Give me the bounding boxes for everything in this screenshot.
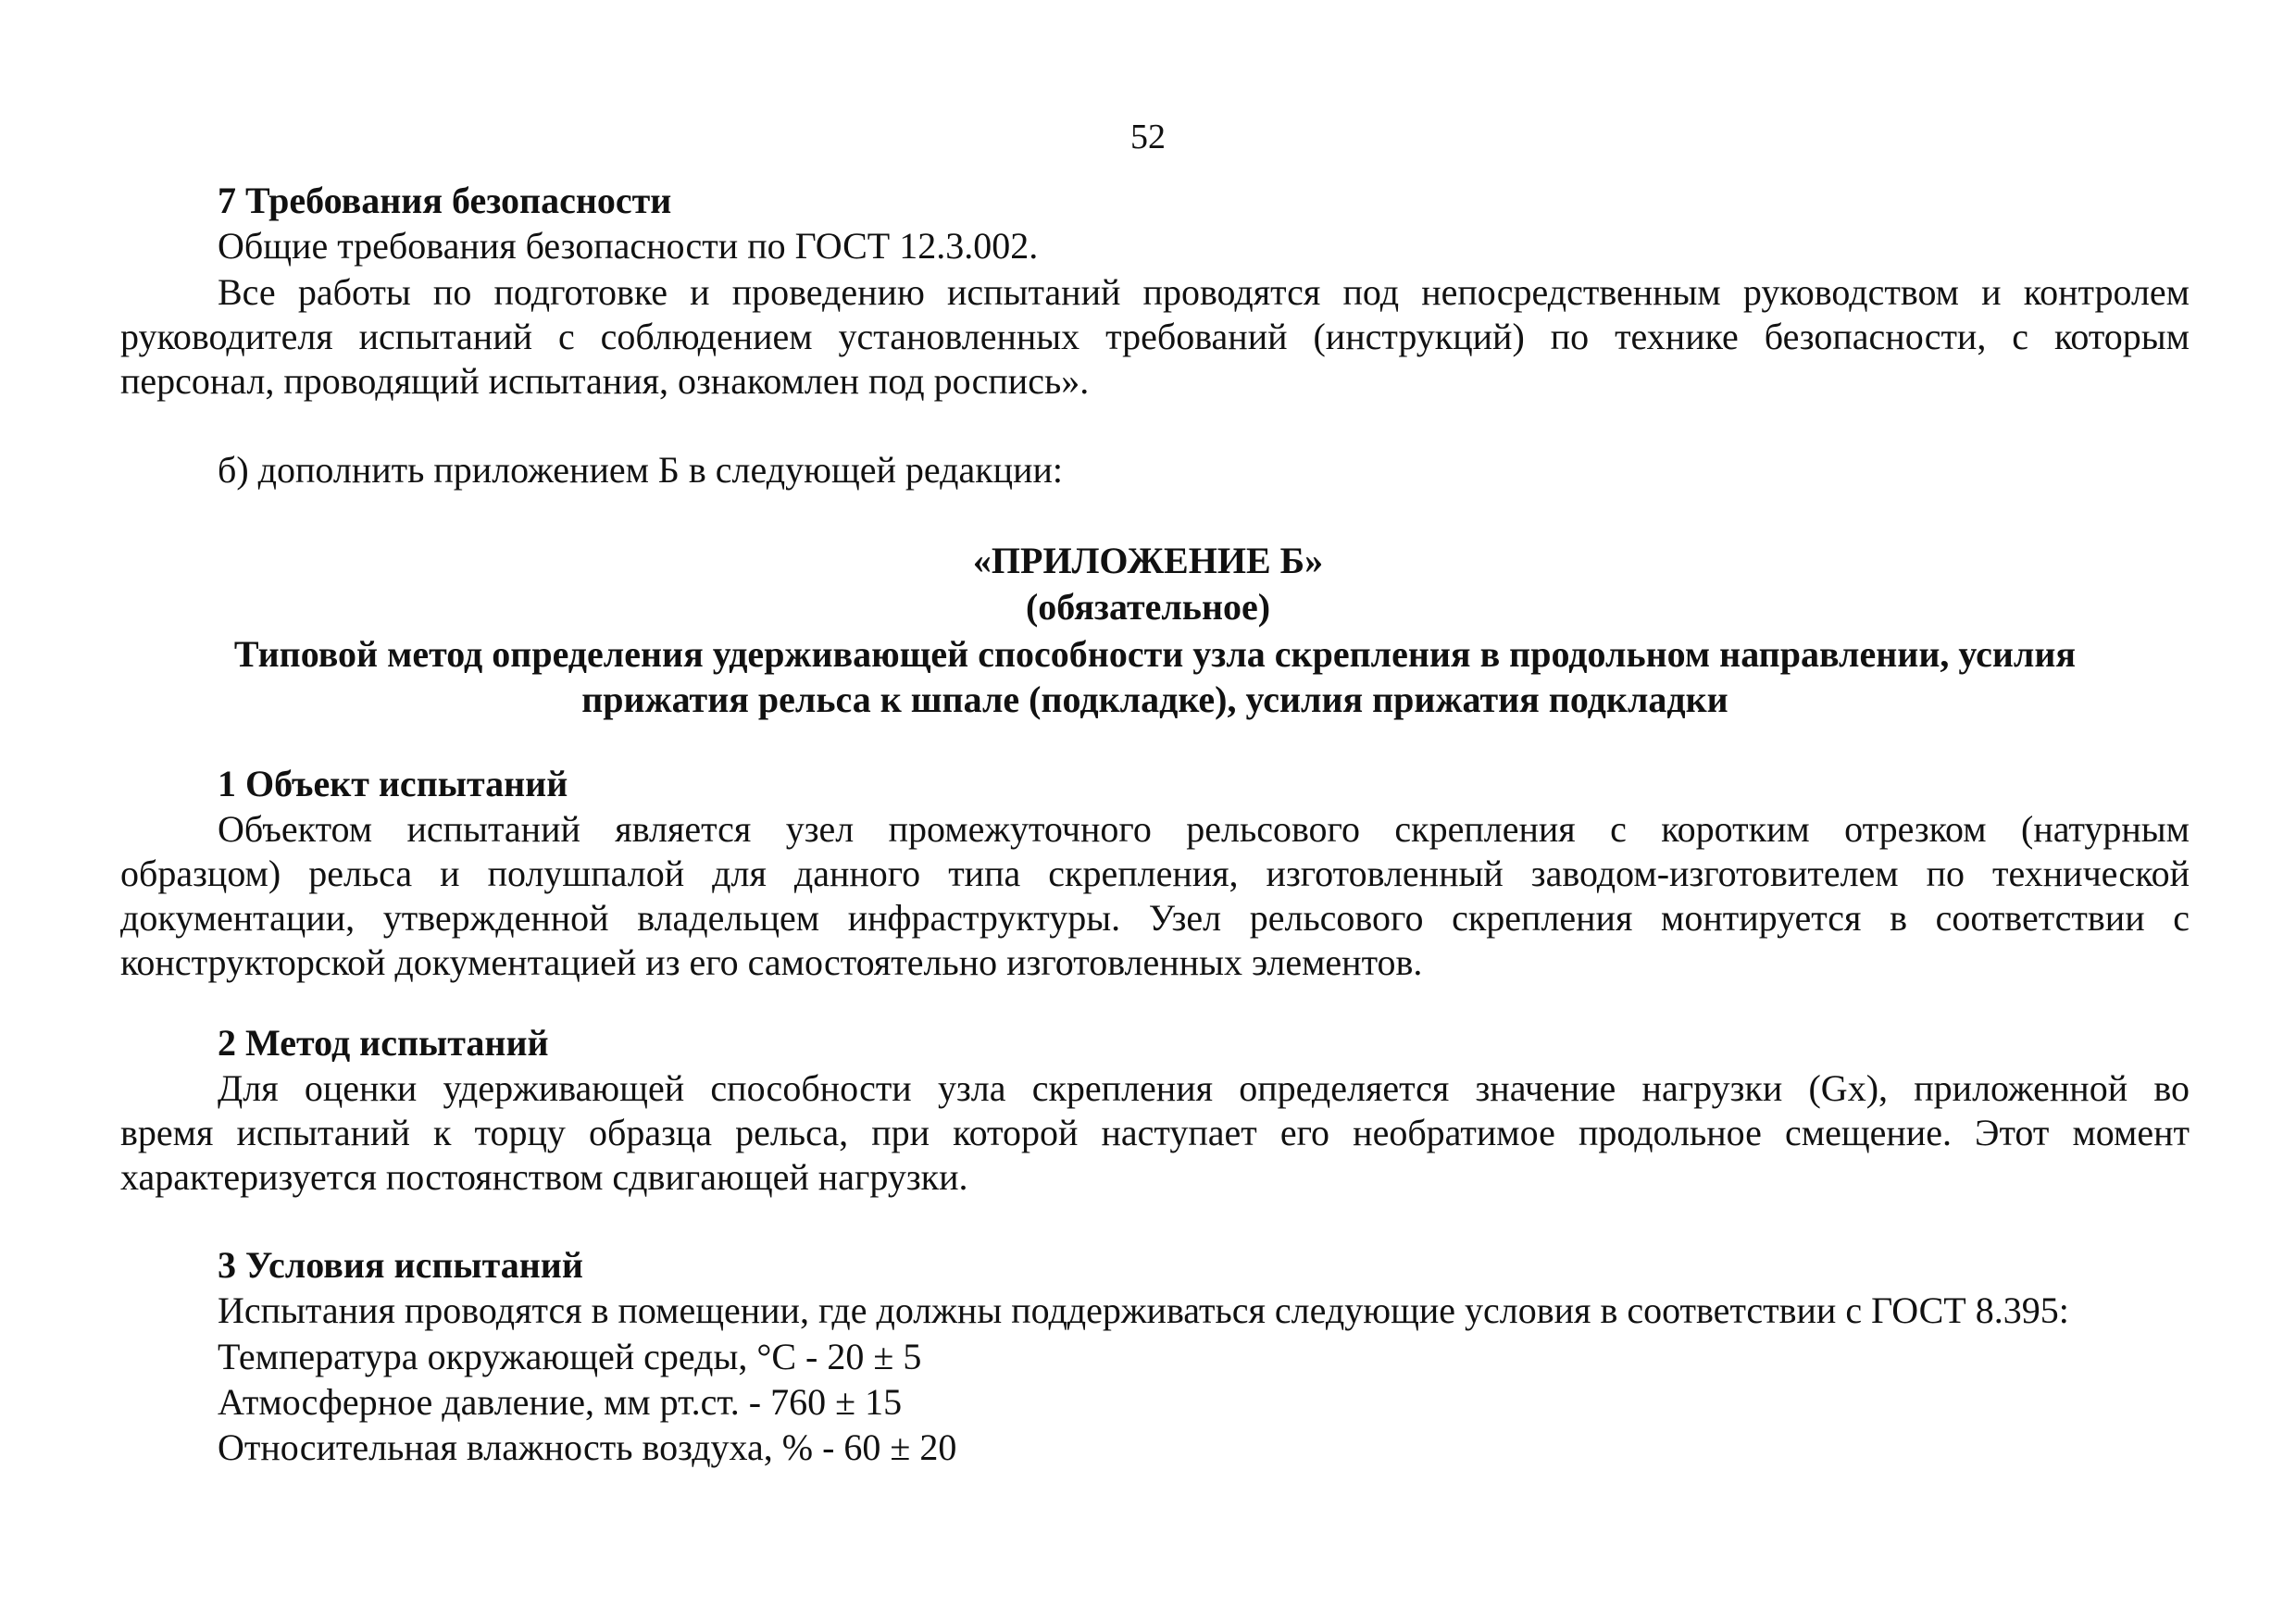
section-1-line-1: Объектом испытаний является узел промежуточного рельсового скрепления с коротким отрезком (натурным <box>218 808 2190 850</box>
section-7-para-2-line-3: персонал, проводящий испытания, ознакомлен под роспись». <box>120 360 1090 402</box>
section-7-para-2-line-2: руководителя испытаний с соблюдением установленных требований (инструкций) по технике безопасности, с которым <box>120 316 2190 357</box>
section-2-heading: 2 Метод испытаний <box>218 1022 549 1064</box>
section-3-line-2: Температура окружающей среды, °С - 20 ± 5 <box>218 1336 922 1377</box>
appendix-title: «ПРИЛОЖЕНИЕ Б» <box>972 540 1324 581</box>
section-2-line-2: время испытаний к торцу образца рельса, при которой наступает его необратимое продольное смещение. Этот момент <box>120 1112 2190 1153</box>
appendix-subtitle-line-2: прижатия рельса к шпале (подкладке), усилия прижатия подкладки <box>581 679 1728 720</box>
section-7-heading: 7 Требования безопасности <box>218 180 672 221</box>
section-1-line-3: документации, утвержденной владельцем инфраструктуры. Узел рельсового скрепления монтируется в соответствии с <box>120 897 2190 939</box>
section-1-heading: 1 Объект испытаний <box>218 763 568 804</box>
amendment-line: б) дополнить приложением Б в следующей редакции: <box>218 449 1064 491</box>
section-3-heading: 3 Условия испытаний <box>218 1244 583 1286</box>
section-3-line-4: Относительная влажность воздуха, % - 60 ± 20 <box>218 1426 957 1468</box>
section-1-line-2: образцом) рельса и полушпалой для данного типа скрепления, изготовленный заводом-изготовителем по технической <box>120 853 2190 894</box>
section-3-line-3: Атмосферное давление, мм рт.ст. - 760 ± 15 <box>218 1381 903 1423</box>
section-2-line-1: Для оценки удерживающей способности узла скрепления определяется значение нагрузки (Gx), приложенной во <box>218 1067 2190 1109</box>
section-1-line-4: конструкторской документацией из его самостоятельно изготовленных элементов. <box>120 941 1423 983</box>
section-7-line-1: Общие требования безопасности по ГОСТ 12.3.002. <box>218 225 1039 267</box>
section-7-para-2-line-1: Все работы по подготовке и проведению испытаний проводятся под непосредственным руководством и контролем <box>218 271 2190 313</box>
section-2-line-3: характеризуется постоянством сдвигающей нагрузки. <box>120 1156 968 1198</box>
section-3-line-1: Испытания проводятся в помещении, где должны поддерживаться следующие условия в соответствии с ГОСТ 8.395: <box>218 1289 2069 1331</box>
page-number: 52 <box>1130 118 1166 156</box>
appendix-subtitle-line-1: Типовой метод определения удерживающей способности узла скрепления в продольном направлении, усилия <box>233 633 2077 675</box>
appendix-status: (обязательное) <box>1025 586 1271 628</box>
